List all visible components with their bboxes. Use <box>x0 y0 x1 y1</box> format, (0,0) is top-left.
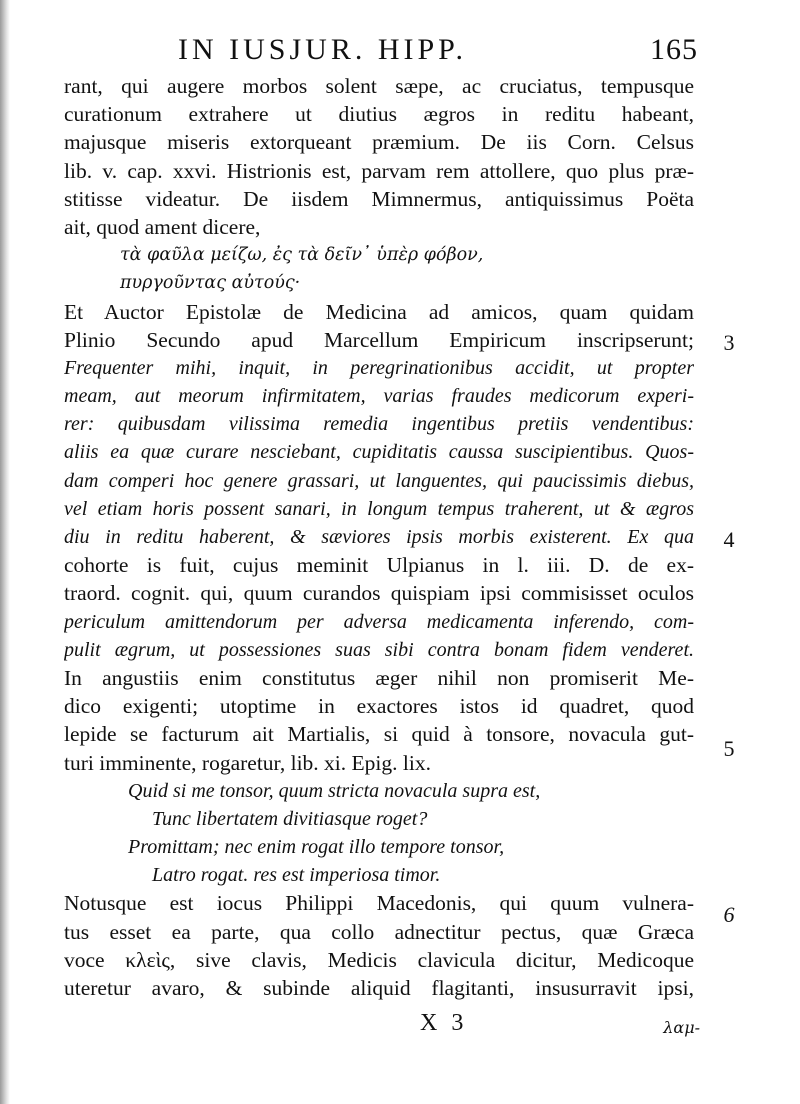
verse-line: Quid si me tonsor, quum stricta novacula supra est, <box>128 779 541 802</box>
margin-number: 6 <box>723 902 735 927</box>
quotation-line: rer: quibusdam vilissima remedia ingentibus pretiis vendentibus: <box>64 413 694 436</box>
text-line: tus esset ea parte, qua collo adnectitur pectus, quæ Græca <box>64 919 694 944</box>
quotation-line: periculum amittendorum per adversa medicamenta inferendo, com- <box>64 610 694 633</box>
margin-number: 4 <box>723 527 735 552</box>
text-line: Et Auctor Epistolæ de Medicina ad amicos, quam quidam <box>64 299 694 324</box>
text-line: lepide se facturum ait Martialis, si quid à tonsore, novacula gut- <box>64 722 694 747</box>
text-line: traord. cognit. qui, quum curandos quispiam ipsi commisisset oculos <box>64 581 694 606</box>
page-number: 165 <box>650 33 698 66</box>
verse-line: Tunc libertatem divitiasque roget? <box>152 807 428 830</box>
margin-number: 5 <box>723 736 735 761</box>
signature-mark: X 3 <box>420 1010 468 1036</box>
page-header <box>178 30 698 70</box>
text-line: ait, quod ament dicere, <box>64 214 261 239</box>
text-line: majusque miseris extorqueant præmium. De iis Corn. Celsus <box>64 130 694 155</box>
text-line: curationum extrahere ut diutius ægros in reditu habeant, <box>64 102 694 127</box>
running-title: IN IUSJUR. HIPP. <box>178 33 468 66</box>
quotation-line: aliis ea quæ curare nesciebant, cupiditatis caussa suscipientibus. Quos- <box>64 441 694 464</box>
greek-verse-line: τὰ φαῦλα μείζω, ἐς τὰ δεῖν᾽ ὑπὲρ φόβον, <box>120 245 484 266</box>
catchword: λαμ- <box>663 1018 700 1037</box>
verse-line: Latro rogat. res est imperiosa timor. <box>152 864 441 887</box>
text-block <box>64 72 694 1002</box>
verse-line: Promittam; nec enim rogat illo tempore tonsor, <box>128 836 505 859</box>
text-line: uteretur avaro, & subinde aliquid flagitanti, insusurravit ipsi, <box>64 976 694 1000</box>
quotation-line: Frequenter mihi, inquit, in peregrinationibus accidit, ut propter <box>64 356 694 379</box>
page-gutter-shadow <box>0 0 10 1104</box>
quotation-line: vel etiam horis possent sanari, in longum tempus traherent, ut & ægros <box>64 497 694 520</box>
greek-verse-line: πυργοῦντας αὐτούς· <box>120 273 301 294</box>
text-line: cohorte is fuit, cujus meminit Ulpianus in l. iii. D. de ex- <box>64 553 694 578</box>
text-line: turi imminente, rogaretur, lib. xi. Epig. lix. <box>64 750 431 775</box>
text-line: dico exigenti; utoptime in exactores istos id quadret, quod <box>64 694 694 719</box>
quotation-line: dam comperi hoc genere grassari, ut languentes, qui paucissimis diebus, <box>64 469 694 492</box>
text-line: voce κλεὶς, sive clavis, Medicis clavicula dicitur, Medicoque <box>64 947 694 972</box>
quotation-line: meam, aut meorum infirmitatem, varias fraudes medicorum experi- <box>64 385 694 408</box>
quotation-line: diu in reditu haberent, & sæviores ipsis morbis existerent. Ex qua <box>64 526 694 548</box>
page-footer <box>420 1010 700 1046</box>
margin-number: 3 <box>723 330 735 355</box>
text-line: lib. v. cap. xxvi. Histrionis est, parvam rem attollere, quo plus præ- <box>64 158 694 183</box>
quotation-line: pulit ægrum, ut possessiones suas sibi contra bonam fidem venderet. <box>64 638 694 661</box>
text-line: Plinio Secundo apud Marcellum Empiricum inscripserunt; <box>64 327 694 352</box>
text-line: stitisse videatur. De iisdem Mimnermus, antiquissimus Poëta <box>64 186 694 211</box>
text-line: In angustiis enim constitutus æger nihil non promiserit Me- <box>64 665 694 690</box>
text-line: Notusque est iocus Philippi Macedonis, qui quum vulnera- <box>64 891 694 916</box>
text-line: rant, qui augere morbos solent sæpe, ac cruciatus, tempusque <box>64 74 694 98</box>
